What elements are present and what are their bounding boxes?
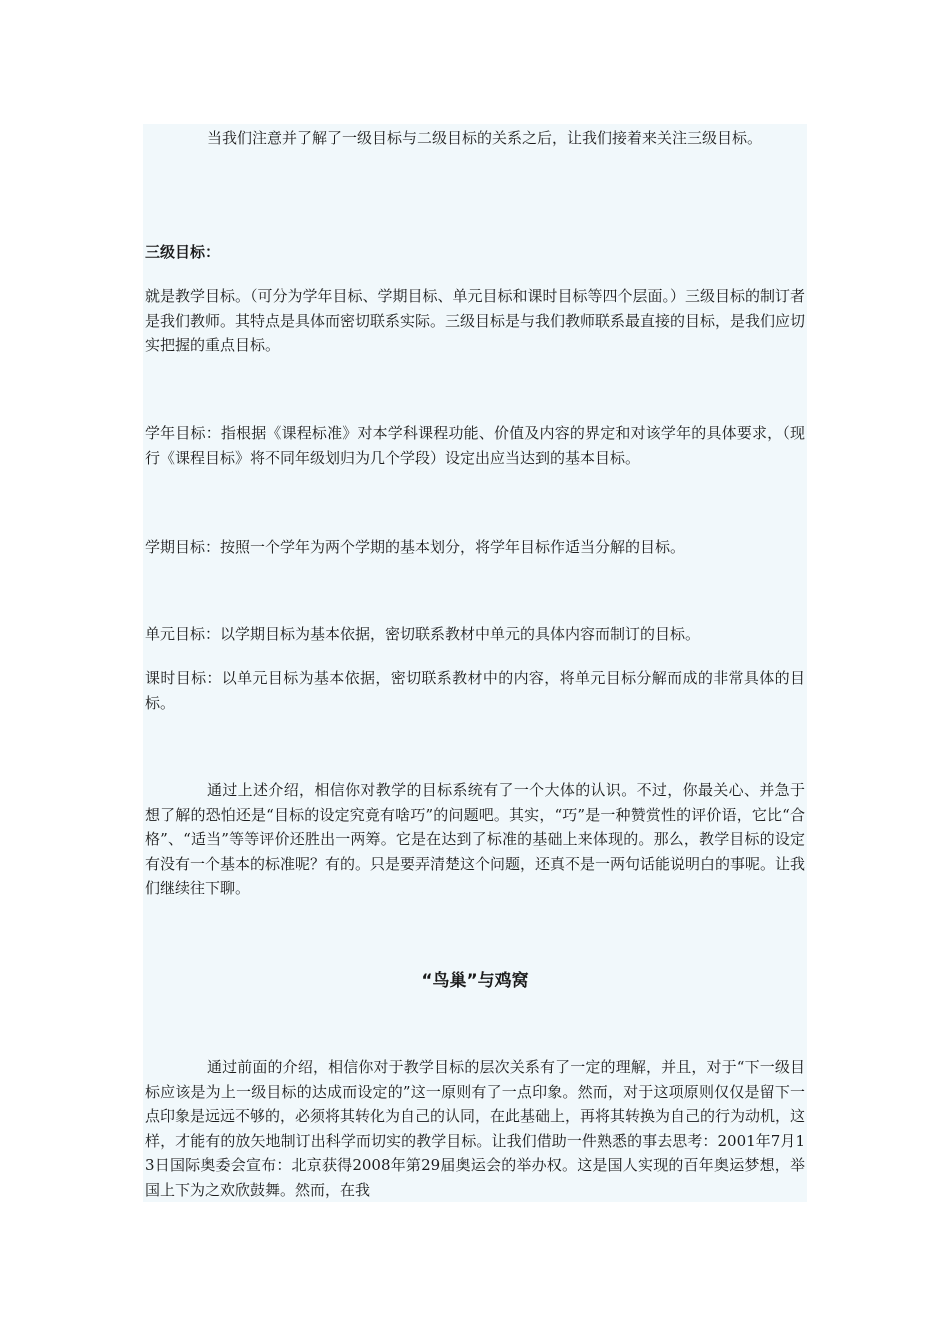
section-paragraph: 通过前面的介绍，相信你对于教学目标的层次关系有了一定的理解，并且，对于“下一级目标应该是为上一级目标的达成而设定的”这一原则有了一点印象。然而，对于这项原则仅仅是留下一点印象是远远不够的，必须将其转化为自己的认同，在此基础上，再将其转换为自己的行为动机，这样，才能有的放矢地制订出科学而切实的教学目标。让我们借助一件熟悉的事去思考：2001年7月13日国际奥委会宣布：北京获得2008年第29届奥运会的举办权。这是国人实现的百年奥运梦想，举国上下为之欢欣鼓舞。然而，在我 — [145, 1058, 806, 1199]
unit-goal: 单元目标：以学期目标为基本依据，密切联系教材中单元的具体内容而制订的目标。 — [145, 625, 701, 643]
semester-goal: 学期目标：按照一个学年为两个学期的基本划分，将学年目标作适当分解的目标。 — [145, 538, 686, 556]
intro-paragraph: 当我们注意并了解了一级目标与二级目标的关系之后，让我们接着来关注三级目标。 — [207, 129, 763, 147]
level3-description: 就是教学目标。（可分为学年目标、学期目标、单元目标和课时目标等四个层面。）三级目标的制订者是我们教师。其特点是具体而密切联系实际。三级目标是与我们教师联系最直接的目标，是我们应切实把握的重点目标。 — [145, 287, 806, 354]
lesson-goal: 课时目标：以单元目标为基本依据，密切联系教材中的内容，将单元目标分解而成的非常具体的目标。 — [145, 669, 805, 712]
level3-heading: 三级目标： — [145, 243, 221, 261]
section-title: “鸟巢”与鸡窝 — [421, 971, 529, 991]
transition-paragraph: 通过上述介绍，相信你对教学的目标系统有了一个大体的认识。不过，你最关心、并急于想了解的恐怕还是“目标的设定究竟有啥巧”的问题吧。其实，“巧”是一种赞赏性的评价语，它比“合格”、“适当”等等评价还胜出一两筹。它是在达到了标准的基础上来体现的。那么，教学目标的设定有没有一个基本的标准呢？有的。只是要弄清楚这个问题，还真不是一两句话能说明白的事呢。让我们继续往下聊。 — [145, 781, 806, 897]
school-year-goal: 学年目标：指根据《课程标准》对本学科课程功能、价值及内容的界定和对该学年的具体要求，（现行《课程目标》将不同年级划归为几个学段）设定出应当达到的基本目标。 — [145, 424, 805, 467]
